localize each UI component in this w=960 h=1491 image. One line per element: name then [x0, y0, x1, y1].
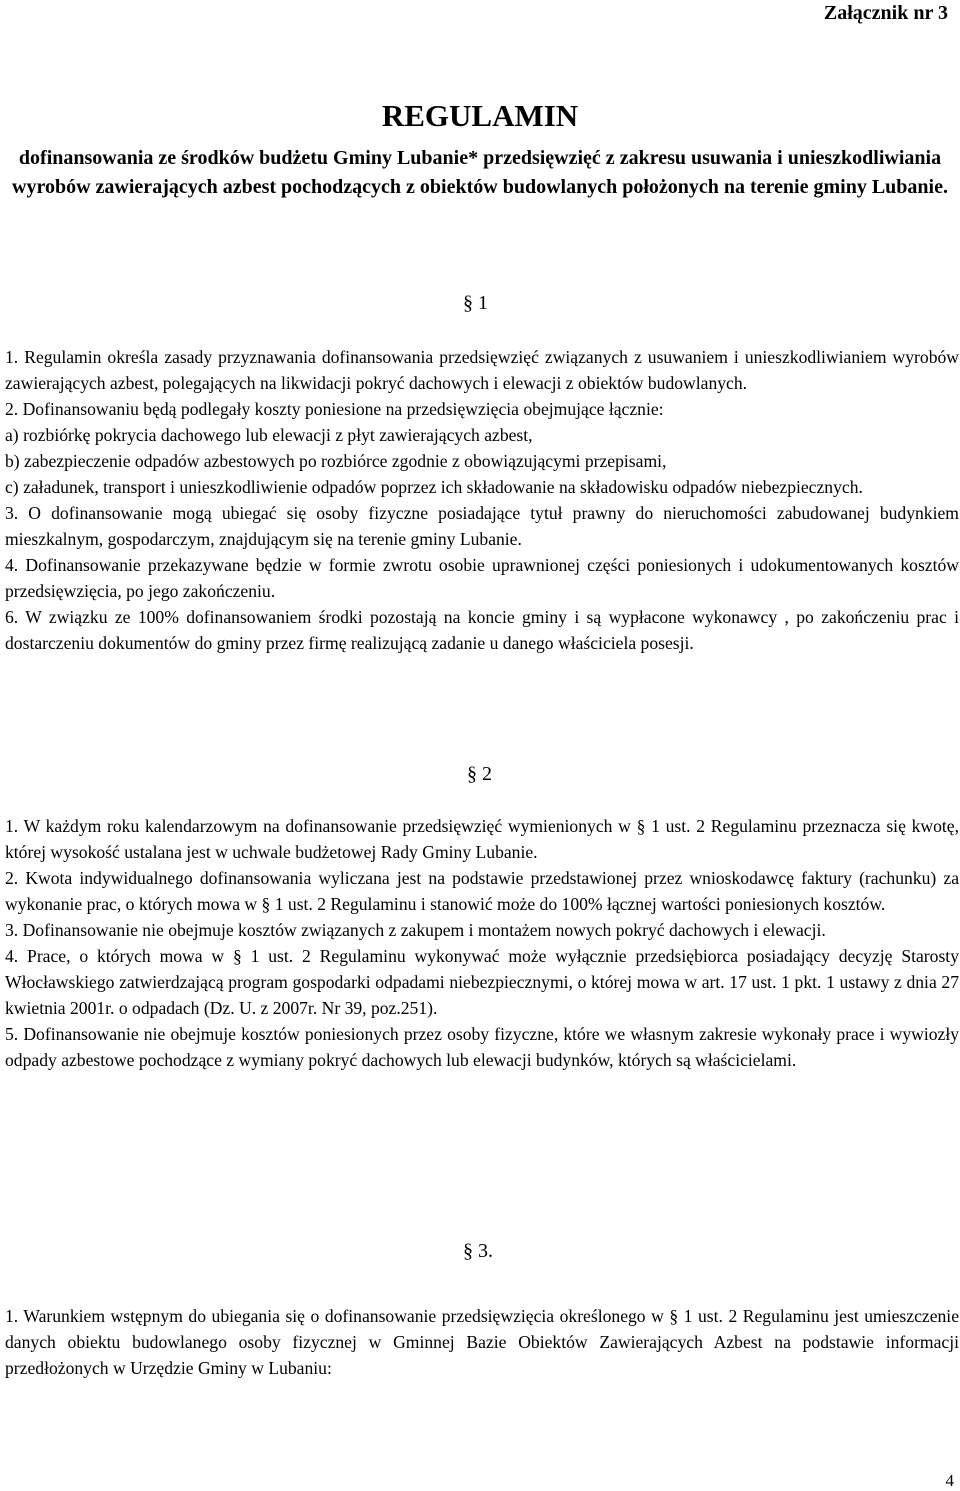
attachment-label: Załącznik nr 3: [823, 2, 948, 24]
paragraph: 4. Dofinansowanie przekazywane będzie w formie zwrotu osobie uprawnionej części poniesionych i udokumentowanych kosztów przedsięwzięcia, po jego zakończeniu.: [5, 555, 959, 601]
section-heading-2: § 2: [467, 763, 492, 785]
paragraph: 5. Dofinansowanie nie obejmuje kosztów poniesionych przez osoby fizyczne, które we własnym zakresie wykonały prace i wywiozły odpady azbestowe pochodzące z wymiany pokryć dachowych lub elewacji budynków, których są właścicielami.: [5, 1024, 959, 1070]
paragraph: 4. Prace, o których mowa w § 1 ust. 2 Regulaminu wykonywać może wyłącznie przedsiębiorca posiadający decyzję Starosty Włocławskiego zatwierdzającą program gospodarki odpadami niebezpiecznymi, o której mowa w art. 17 ust. 1 pkt. 1 ustawy z dnia 27 kwietnia 2001r. o odpadach (Dz. U. z 2007r. Nr 39, poz.251).: [5, 946, 959, 1018]
section-heading-1: § 1: [463, 292, 488, 314]
paragraph: 1. Warunkiem wstępnym do ubiegania się o dofinansowanie przedsięwzięcia określonego w § 1 ust. 2 Regulaminu jest umieszczenie danych obiektu budowlanego osoby fizycznej w Gminnej Bazie Obiektów Zawierających Azbest na podstawie informacji przedłożonych w Urzędzie Gminy w Lubaniu:: [5, 1306, 959, 1378]
page-number: 4: [945, 1471, 954, 1490]
section-1-body: [5, 344, 959, 656]
paragraph: 2. Kwota indywidualnego dofinansowania wyliczana jest na podstawie przedstawionej przez wnioskodawcę faktury (rachunku) za wykonanie prac, o których mowa w § 1 ust. 2 Regulaminu i stanowić może do 100% łącznej wartości poniesionych kosztów.: [5, 868, 959, 914]
paragraph: 6. W związku ze 100% dofinansowaniem środki pozostają na koncie gminy i są wypłacone wykonawcy , po zakończeniu prac i dostarczeniu dokumentów do gminy przez firmę realizującą zadanie u danego właściciela posesji.: [5, 607, 959, 653]
paragraph: 1. W każdym roku kalendarzowym na dofinansowanie przedsięwzięć wymienionych w § 1 ust. 2 Regulaminu przeznacza się kwotę, której wysokość ustalana jest w uchwale budżetowej Rady Gminy Lubanie.: [5, 816, 959, 862]
list-item: b) zabezpieczenie odpadów azbestowych po rozbiórce zgodnie z obowiązującymi przepisami,: [5, 451, 667, 471]
list-item: c) załadunek, transport i unieszkodliwienie odpadów poprzez ich składowanie na składowisku odpadów niebezpiecznych.: [5, 477, 863, 497]
paragraph: 2. Dofinansowaniu będą podlegały koszty poniesione na przedsięwzięcia obejmujące łącznie:: [5, 399, 664, 419]
section-heading-3: § 3.: [463, 1240, 493, 1262]
document-title: REGULAMIN: [381, 98, 579, 133]
paragraph: 1. Regulamin określa zasady przyznawania dofinansowania przedsięwzięć związanych z usuwaniem i unieszkodliwianiem wyrobów zawierających azbest, polegających na likwidacji pokryć dachowych i elewacji z obiektów budowlanych.: [5, 347, 959, 393]
paragraph: 3. Dofinansowanie nie obejmuje kosztów związanych z zakupem i montażem nowych pokryć dachowych i elewacji.: [5, 920, 826, 940]
list-item: a) rozbiórkę pokrycia dachowego lub elewacji z płyt zawierających azbest,: [5, 425, 533, 445]
paragraph: 3. O dofinansowanie mogą ubiegać się osoby fizyczne posiadające tytuł prawny do nieruchomości zabudowanej budynkiem mieszkalnym, gospodarczym, znajdującym się na terenie gminy Lubanie.: [5, 503, 959, 549]
document-subtitle: dofinansowania ze środków budżetu Gminy Lubanie* przedsięwzięć z zakresu usuwania i unieszkodliwiania wyrobów zawierających azbest pochodzących z obiektów budowlanych położonych na terenie gminy Lubanie.: [12, 147, 948, 198]
section-2-body: [5, 813, 959, 1073]
section-3-body: [5, 1303, 959, 1381]
